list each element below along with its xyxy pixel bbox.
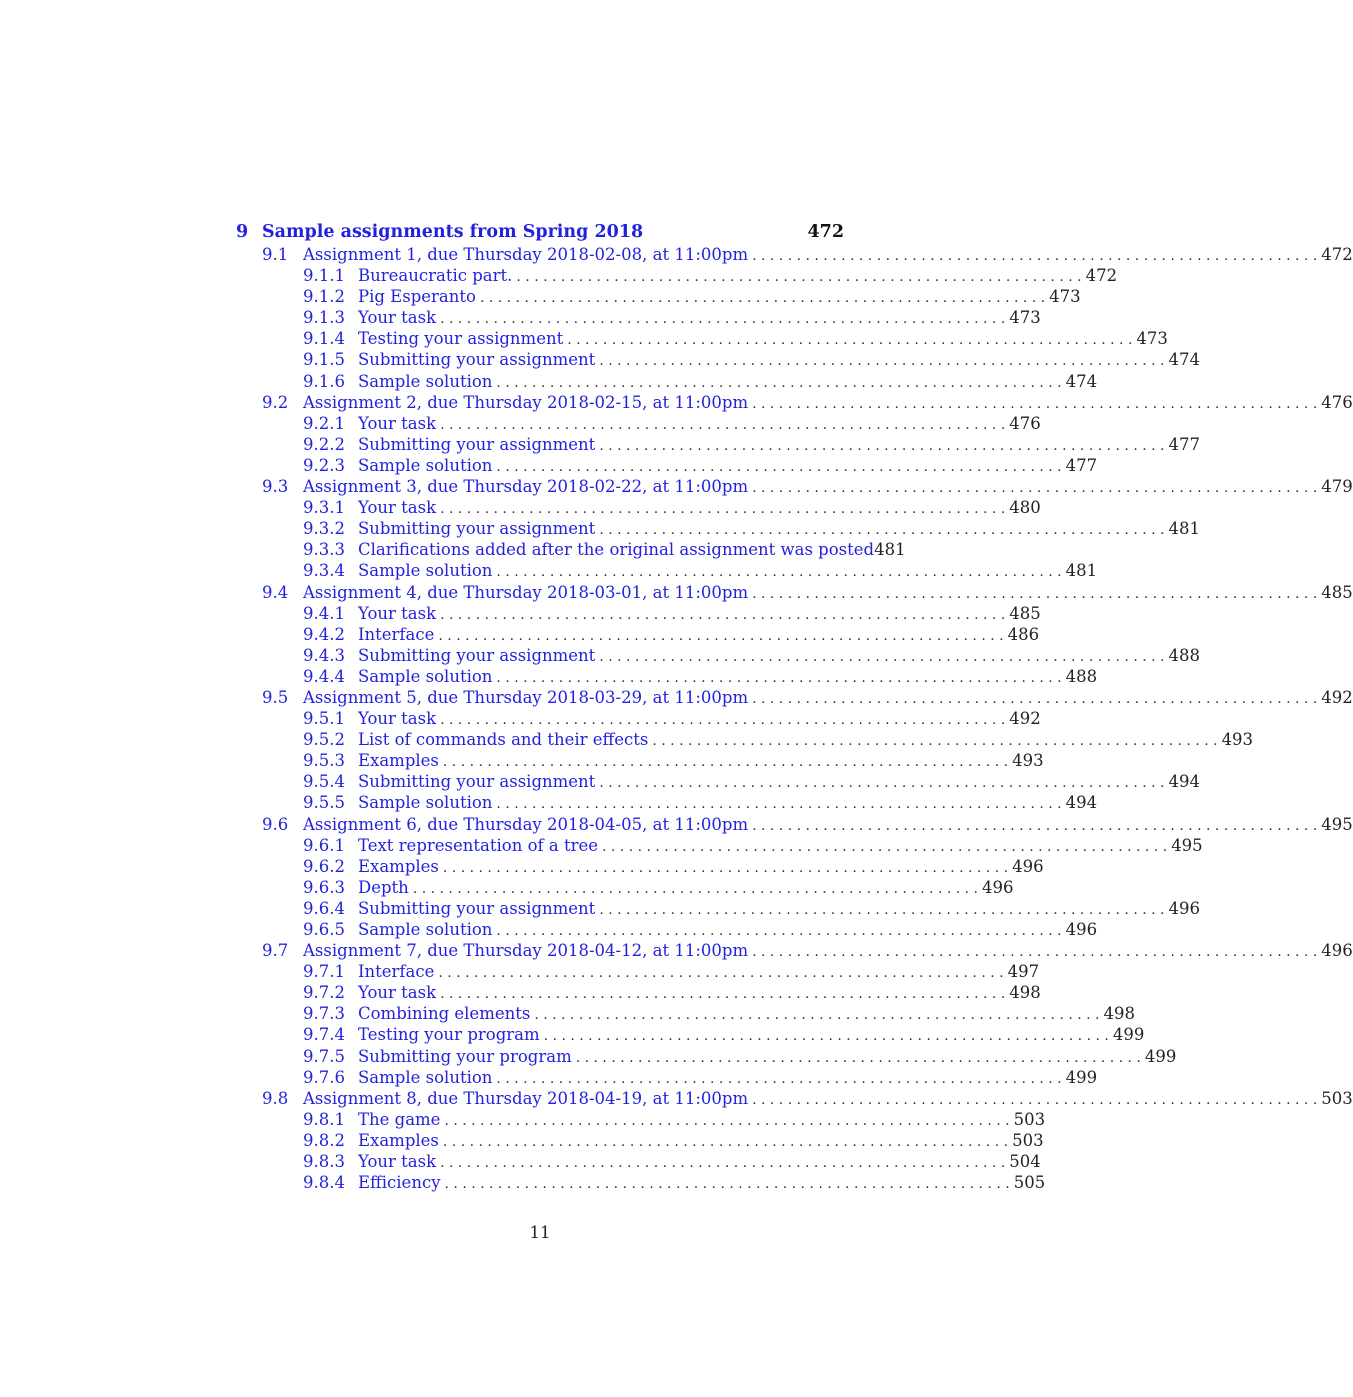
entry-title-link[interactable]: Sample solution [358, 793, 493, 813]
dot-leader [492, 457, 1065, 478]
entry-number: 9.4 [262, 582, 289, 602]
dot-leader [436, 984, 1009, 1005]
entry-page-number: 496 [982, 877, 1014, 897]
entry-number: 9.2 [262, 392, 289, 412]
dot-leader [595, 773, 1168, 794]
toc-subsection-entry[interactable] [236, 1172, 1046, 1193]
toc-subsection-entry[interactable] [236, 835, 1203, 856]
entry-title-line [358, 603, 1041, 626]
entry-title-link[interactable]: Assignment 1, due Thursday 2018-02-08, at 11:00pm [303, 245, 749, 264]
entry-title-line [358, 792, 1098, 815]
entry-page-number: 492 [1009, 709, 1041, 729]
entry-page-number: 497 [1007, 962, 1040, 982]
entry-page-number: 496 [1012, 856, 1044, 876]
entry-number: 9.3 [262, 477, 289, 497]
dot-leader [748, 584, 1321, 605]
toc-subsection-entry[interactable] [236, 539, 906, 560]
entry-number: 9.8.4 [303, 1173, 345, 1193]
entry-number: 9.8.2 [303, 1130, 345, 1150]
entry-page-number: 505 [1013, 1173, 1046, 1193]
toc-section-entry[interactable] [236, 940, 1353, 961]
toc-subsection-entry[interactable] [236, 771, 1200, 792]
entry-number: 9.7.1 [303, 962, 345, 982]
toc-section-entry[interactable] [236, 244, 1353, 265]
entry-title-line [358, 1024, 1145, 1047]
entry-page-number: 479 [1321, 477, 1353, 497]
dot-leader [512, 267, 1085, 288]
toc-subsection-entry[interactable] [236, 645, 1200, 666]
entry-title-line [358, 518, 1200, 541]
entry-number: 9.6.4 [303, 898, 345, 918]
dot-leader [436, 605, 1009, 626]
entry-title-link[interactable]: Testing your assignment [358, 329, 564, 349]
entry-number: 9.4.1 [303, 603, 345, 623]
entry-title-link[interactable]: Your task [358, 603, 437, 623]
entry-title-link[interactable]: Bureaucratic part. [358, 266, 513, 286]
entry-number: 9.6.3 [303, 877, 345, 897]
toc-subsection-entry[interactable] [236, 898, 1200, 919]
dot-leader [748, 816, 1321, 837]
entry-title-line [303, 244, 1353, 267]
entry-number: 9.4.3 [303, 645, 345, 665]
chapter-page-number: 472 [807, 222, 844, 242]
entry-number: 9.6.2 [303, 856, 345, 876]
entry-page-number: 495 [1321, 814, 1353, 834]
entry-page-number: 472 [1085, 266, 1118, 286]
dot-leader [436, 710, 1009, 731]
entry-page-number: 481 [1168, 519, 1200, 539]
dot-leader [595, 351, 1168, 372]
dot-leader [436, 415, 1009, 436]
entry-title-link[interactable]: Assignment 7, due Thursday 2018-04-12, at 11:00pm [303, 941, 749, 961]
entry-title-link[interactable]: Clarifications added after the original assignment was posted [358, 540, 875, 560]
dot-leader [439, 858, 1012, 879]
entry-title-link[interactable]: Examples [358, 856, 439, 876]
toc-subsection-entry[interactable] [236, 961, 1040, 982]
entry-number: 9.7.5 [303, 1046, 345, 1066]
toc-subsection-entry[interactable] [236, 792, 1098, 813]
entry-title-line [358, 1067, 1098, 1090]
toc-subsection-entry[interactable] [236, 434, 1200, 455]
toc-subsection-entry[interactable] [236, 1003, 1136, 1024]
dot-leader [492, 668, 1065, 689]
toc-subsection-entry[interactable] [236, 982, 1041, 1003]
entry-number: 9.7.2 [303, 983, 345, 1003]
entry-number: 9.5.5 [303, 793, 345, 813]
toc-subsection-entry[interactable] [236, 1024, 1145, 1045]
toc-section-entry[interactable] [236, 582, 1353, 603]
entry-title-line [358, 856, 1044, 879]
entry-number: 9.5.3 [303, 751, 345, 771]
toc-chapter-entry[interactable] [236, 220, 844, 244]
toc-subsection-entry[interactable] [236, 877, 1014, 898]
entry-number: 9.7.4 [303, 1025, 345, 1045]
entry-page-number: 474 [1168, 350, 1200, 370]
entry-title-link[interactable]: Assignment 4, due Thursday 2018-03-01, at 11:00pm [303, 582, 749, 602]
toc-subsection-entry[interactable] [236, 1109, 1046, 1130]
toc-subsection-entry[interactable] [236, 307, 1041, 328]
entry-page-number: 503 [1013, 1109, 1046, 1129]
toc-section-entry[interactable] [236, 687, 1353, 708]
entry-title-link[interactable]: Combining elements [358, 1004, 531, 1024]
entry-title-line [358, 265, 1118, 288]
entry-title-link[interactable]: Examples [358, 751, 439, 771]
toc-subsection-entry[interactable] [236, 729, 1254, 750]
dot-leader [595, 647, 1168, 668]
entry-title-line [358, 371, 1098, 394]
entry-page-number: 498 [1103, 1004, 1136, 1024]
entry-title-link[interactable]: Your task [358, 1152, 437, 1172]
entry-title-link[interactable]: Your task [358, 413, 437, 433]
dot-leader [563, 330, 1136, 351]
entry-title-link[interactable]: Sample solution [358, 455, 493, 475]
entry-number: 9.1.4 [303, 329, 345, 349]
entry-title-line [358, 434, 1200, 457]
entry-number: 9.2.2 [303, 434, 345, 454]
entry-title-line [358, 1003, 1136, 1026]
toc-subsection-entry[interactable] [236, 750, 1044, 771]
entry-title-line [358, 307, 1041, 330]
dot-leader [441, 1174, 1014, 1195]
dot-leader [530, 1005, 1103, 1026]
toc-subsection-entry[interactable] [236, 328, 1168, 349]
entry-number: 9.4.2 [303, 624, 345, 644]
toc-subsection-entry[interactable] [236, 1151, 1041, 1172]
entry-title-link[interactable]: Depth [358, 877, 409, 897]
entry-number: 9.2.3 [303, 455, 345, 475]
entry-page-number: 488 [1065, 666, 1098, 686]
entry-title-link[interactable]: Submitting your assignment [358, 519, 596, 539]
entry-number: 9.1.3 [303, 308, 345, 328]
entry-title-link[interactable]: Assignment 8, due Thursday 2018-04-19, at 11:00pm [303, 1088, 749, 1108]
entry-page-number: 499 [1065, 1067, 1098, 1087]
entry-title-link[interactable]: Submitting your assignment [358, 645, 596, 665]
toc-subsection-entry[interactable] [236, 455, 1098, 476]
entry-number: 9.3.4 [303, 561, 345, 581]
dot-leader [440, 1111, 1013, 1132]
entry-number: 9.4.4 [303, 666, 345, 686]
dot-leader [748, 246, 1321, 267]
chapter-title[interactable]: Sample assignments from Spring 2018 [262, 222, 644, 242]
entry-title-line [303, 582, 1353, 605]
entry-title-line [303, 940, 1353, 963]
entry-title-link[interactable]: Submitting your program [358, 1046, 572, 1066]
toc-subsection-entry[interactable] [236, 666, 1098, 687]
entry-title-line [358, 455, 1098, 478]
toc-section-entry[interactable] [236, 814, 1353, 835]
entry-title-line [358, 750, 1044, 773]
chapter-number: 9 [236, 222, 249, 242]
toc-entries [236, 244, 1353, 1193]
entry-title-link[interactable]: Your task [358, 308, 437, 328]
entry-title-link[interactable]: Efficiency [358, 1173, 441, 1193]
entry-page-number: 494 [1065, 793, 1098, 813]
entry-title-link[interactable]: Interface [358, 624, 435, 644]
entry-title-line [358, 919, 1098, 942]
dot-leader [595, 900, 1168, 921]
entry-title-link[interactable]: Your task [358, 983, 437, 1003]
entry-title-line [358, 413, 1041, 436]
entry-title-line [358, 771, 1200, 794]
entry-page-number: 477 [1168, 434, 1200, 454]
entry-page-number: 504 [1009, 1152, 1041, 1172]
entry-page-number: 486 [1007, 624, 1040, 644]
entry-number: 9.1 [262, 245, 289, 264]
toc-subsection-entry[interactable] [236, 349, 1200, 370]
dot-leader [748, 1090, 1321, 1111]
entry-title-link[interactable]: Pig Esperanto [358, 287, 476, 307]
entry-title-line [303, 1088, 1353, 1111]
entry-page-number: 496 [1065, 920, 1098, 939]
entry-page-number: 480 [1009, 498, 1041, 518]
entry-title-line [358, 560, 1098, 583]
toc-subsection-entry[interactable] [236, 603, 1041, 624]
entry-number: 9.5.4 [303, 772, 345, 792]
toc-subsection-entry[interactable] [236, 624, 1040, 645]
entry-title-link[interactable]: Assignment 3, due Thursday 2018-02-22, at 11:00pm [303, 477, 749, 497]
entry-title-link[interactable]: Your task [358, 709, 437, 729]
dot-leader [492, 373, 1065, 394]
toc-section-entry[interactable] [236, 392, 1353, 413]
entry-title-line [358, 349, 1200, 372]
toc-subsection-entry[interactable] [236, 856, 1044, 877]
entry-number: 9.6.5 [303, 920, 345, 939]
entry-title-link[interactable]: Submitting your assignment [358, 772, 596, 792]
dot-leader [434, 963, 1007, 984]
entry-number: 9.5 [262, 687, 289, 707]
dot-leader [598, 837, 1171, 858]
entry-title-link[interactable]: Your task [358, 498, 437, 518]
entry-title-line [358, 624, 1040, 647]
dot-leader [492, 1069, 1065, 1090]
toc-section-entry[interactable] [236, 1088, 1353, 1109]
toc-subsection-entry[interactable] [236, 371, 1098, 392]
dot-leader [595, 436, 1168, 457]
dot-leader [439, 1132, 1012, 1153]
entry-title-link[interactable]: Sample solution [358, 561, 493, 581]
entry-title-line [358, 1172, 1046, 1195]
dot-leader [492, 921, 1065, 942]
entry-page-number: 485 [1321, 582, 1353, 602]
entry-title-line [358, 877, 1014, 900]
entry-title-link[interactable]: Submitting your assignment [358, 898, 596, 918]
entry-page-number: 473 [1136, 329, 1168, 349]
toc-subsection-entry[interactable] [236, 518, 1200, 539]
entry-title-link[interactable]: Assignment 2, due Thursday 2018-02-15, at 11:00pm [303, 392, 749, 412]
entry-title-link[interactable]: Interface [358, 962, 435, 982]
dot-leader [572, 1048, 1145, 1069]
entry-page-number: 499 [1112, 1025, 1145, 1045]
toc-subsection-entry[interactable] [236, 1067, 1098, 1088]
entry-title-link[interactable]: Submitting your assignment [358, 350, 596, 370]
entry-number: 9.5.1 [303, 709, 345, 729]
entry-number: 9.2.1 [303, 413, 345, 433]
entry-page-number: 499 [1144, 1046, 1177, 1066]
dot-leader [748, 478, 1321, 499]
entry-page-number: 476 [1321, 392, 1353, 412]
dot-leader [595, 520, 1168, 541]
entry-number: 9.8.3 [303, 1152, 345, 1172]
entry-title-link[interactable]: Assignment 6, due Thursday 2018-04-05, at 11:00pm [303, 814, 749, 834]
entry-title-line [358, 1151, 1041, 1174]
entry-number: 9.1.1 [303, 266, 345, 286]
entry-title-link[interactable]: Sample solution [358, 666, 493, 686]
entry-page-number: 481 [874, 540, 906, 560]
entry-page-number: 474 [1065, 371, 1098, 391]
entry-title-line [358, 1046, 1177, 1069]
entry-page-number: 496 [1321, 941, 1353, 961]
entry-number: 9.8.1 [303, 1109, 345, 1129]
entry-number: 9.8 [262, 1088, 289, 1108]
chapter-title-line [262, 220, 844, 244]
dot-leader [439, 752, 1012, 773]
entry-title-line [303, 392, 1353, 415]
entry-page-number: 476 [1009, 413, 1041, 433]
dot-leader [436, 1153, 1009, 1174]
toc-subsection-entry[interactable] [236, 560, 1098, 581]
entry-title-line [358, 497, 1041, 520]
entry-title-line [358, 645, 1200, 668]
dot-leader [492, 562, 1065, 583]
entry-number: 9.1.2 [303, 287, 345, 307]
entry-title-link[interactable]: Submitting your assignment [358, 434, 596, 454]
entry-title-link[interactable]: Sample solution [358, 1067, 493, 1087]
entry-title-line [358, 1130, 1044, 1153]
entry-page-number: 473 [1009, 308, 1041, 328]
entry-page-number: 477 [1065, 455, 1098, 475]
entry-title-line [358, 328, 1168, 351]
entry-title-line [358, 898, 1200, 921]
dot-leader [436, 499, 1009, 520]
toc-subsection-entry[interactable] [236, 286, 1081, 307]
entry-number: 9.1.6 [303, 371, 345, 391]
entry-title-line [358, 666, 1098, 689]
entry-page-number: 493 [1012, 751, 1044, 771]
entry-number: 9.3.2 [303, 519, 345, 539]
page-footer-number: 11 [529, 1223, 551, 1242]
entry-number: 9.6.1 [303, 835, 345, 855]
toc-subsection-entry[interactable] [236, 919, 1098, 940]
entry-page-number: 494 [1168, 772, 1200, 792]
entry-number: 9.7 [262, 941, 289, 961]
dot-leader [540, 1026, 1113, 1047]
toc-subsection-entry[interactable] [236, 1046, 1177, 1067]
entry-page-number: 493 [1221, 730, 1254, 750]
entry-title-link[interactable]: Sample solution [358, 920, 493, 939]
entry-page-number: 485 [1009, 603, 1041, 623]
entry-title-link[interactable]: Assignment 5, due Thursday 2018-03-29, at 11:00pm [303, 687, 749, 707]
entry-title-line [358, 982, 1041, 1005]
entry-page-number: 473 [1049, 287, 1081, 307]
entry-title-line [358, 1109, 1046, 1132]
entry-number: 9.5.2 [303, 730, 345, 750]
entry-page-number: 498 [1009, 983, 1041, 1003]
toc-subsection-entry[interactable] [236, 413, 1041, 434]
entry-page-number: 481 [1065, 561, 1098, 581]
toc-subsection-entry[interactable] [236, 265, 1118, 286]
entry-title-line [358, 835, 1203, 858]
dot-leader [748, 689, 1321, 710]
toc-subsection-entry[interactable] [236, 708, 1041, 729]
entry-title-link[interactable]: Sample solution [358, 371, 493, 391]
dot-leader [476, 288, 1049, 309]
entry-page-number: 472 [1321, 245, 1353, 264]
entry-page-number: 495 [1171, 835, 1203, 855]
entry-title-line [303, 814, 1353, 837]
dot-leader [648, 731, 1221, 752]
entry-title-link[interactable]: The game [358, 1109, 441, 1129]
toc-section-entry[interactable] [236, 476, 1353, 497]
dot-leader [434, 626, 1007, 647]
entry-title-line [303, 476, 1353, 499]
entry-number: 9.6 [262, 814, 289, 834]
entry-title-line [358, 286, 1081, 309]
entry-title-line [358, 729, 1254, 752]
entry-title-line [358, 961, 1040, 984]
entry-number: 9.7.3 [303, 1004, 345, 1024]
dot-leader [748, 942, 1321, 963]
entry-title-line [358, 708, 1041, 731]
entry-page-number: 496 [1168, 898, 1200, 918]
entry-title-line [303, 687, 1353, 710]
dot-leader [409, 879, 982, 900]
table-of-contents [236, 220, 1353, 1193]
toc-subsection-entry[interactable] [236, 1130, 1044, 1151]
entry-number: 9.3.3 [303, 540, 345, 560]
entry-page-number: 488 [1168, 645, 1200, 665]
dot-leader [748, 394, 1321, 415]
entry-title-link[interactable]: Text representation of a tree [358, 835, 598, 855]
entry-title-line [358, 539, 906, 560]
entry-title-link[interactable]: List of commands and their effects [358, 730, 649, 750]
dot-leader [492, 794, 1065, 815]
dot-leader [436, 309, 1009, 330]
entry-number: 9.7.6 [303, 1067, 345, 1087]
entry-number: 9.1.5 [303, 350, 345, 370]
entry-title-link[interactable]: Testing your program [358, 1025, 540, 1045]
entry-number: 9.3.1 [303, 498, 345, 518]
entry-page-number: 492 [1321, 687, 1353, 707]
entry-page-number: 503 [1321, 1088, 1353, 1108]
toc-subsection-entry[interactable] [236, 497, 1041, 518]
entry-title-link[interactable]: Examples [358, 1130, 439, 1150]
entry-page-number: 503 [1012, 1130, 1044, 1150]
